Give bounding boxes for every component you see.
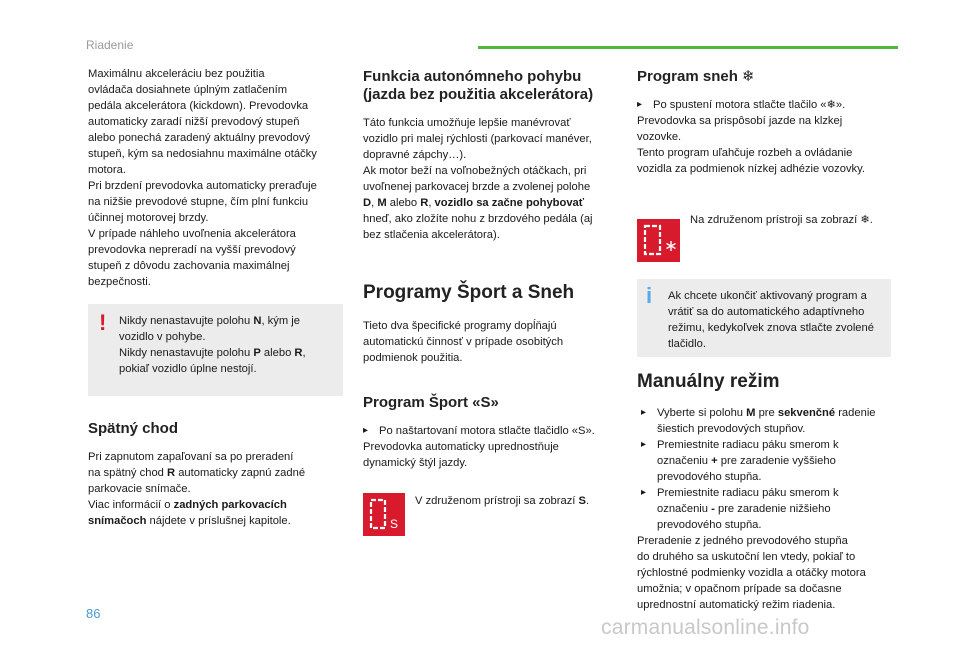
text-line: D, M alebo R, vozidlo sa začne pohybovať (363, 197, 585, 209)
bullet-item: ▸ Premiestnite radiacu páku smerom k označeniu - pre zaradenie nižšieho prevodového stupňa. (641, 487, 839, 531)
text-line: Pri brzdení prevodovka automaticky preraďuje (88, 180, 317, 192)
bullet-item: ▸ Po naštartovaní motora stlačte tlačidlo «S». (363, 425, 595, 437)
bullet-arrow-icon: ▸ (637, 99, 643, 110)
text-line: režimu, kedykoľvek znova stlačte zvolené (668, 322, 874, 334)
text-line: Nikdy nenastavujte polohu P alebo R, (119, 347, 306, 359)
text-line: účinnej motorovej brzdy. (88, 212, 209, 224)
text-line: Tento program uľahčuje rozbeh a ovládanie (637, 147, 853, 159)
column-right (637, 68, 894, 613)
text-line: ovládača dosiahnete úplným zatlačením (88, 84, 288, 96)
text-line: umožnia; v opačnom prípade sa dočasne (637, 583, 842, 595)
text-line: Táto funkcia umožňuje lepšie manévrovať (363, 117, 571, 129)
text-line: pedála akcelerátora (kickdown). Prevodovka (88, 100, 309, 112)
text-line: Prevodovka automaticky uprednostňuje (363, 441, 559, 453)
text-line: vozovke. (637, 131, 682, 143)
text-line: prevodovka nepreradí na vyšší prevodový (88, 244, 296, 256)
column-middle (363, 68, 615, 536)
snowflake-icon (667, 241, 676, 251)
text-line: Preradenie z jedného prevodového stupňa (637, 535, 848, 547)
snow-gear-glyph (637, 219, 680, 262)
text-line: Ak chcete ukončiť aktivovaný program a (668, 290, 867, 302)
snow-paragraph (637, 97, 894, 177)
text-line: dynamický štýl jazdy. (363, 457, 468, 469)
sport-display-icon (363, 493, 405, 536)
text-line: pokiaľ vozidlo úplne nestojí. (119, 363, 257, 375)
column-left (88, 66, 343, 529)
text-line: uvoľnenej parkovacej brzde a zvolenej polohe (363, 181, 591, 193)
snow-display-row (637, 212, 894, 262)
bullet-arrow-icon: ▸ (641, 439, 647, 450)
intro-paragraph (88, 66, 343, 290)
sport-display-text: V združenom prístroji sa zobrazí S. (415, 495, 590, 507)
svg-text:S: S (390, 517, 399, 531)
text-line: Prevodovka sa prispôsobí jazde na klzkej (637, 115, 843, 127)
sport-paragraph (363, 423, 615, 471)
info-box (637, 279, 891, 357)
text-line: bez stlačenia akcelerátora). (363, 229, 500, 241)
reverse-paragraph (88, 449, 343, 529)
programs-paragraph (363, 318, 615, 366)
text-line: do druhého sa uskutoční len vtedy, pokiaľ to (637, 551, 856, 563)
snow-display-icon (637, 219, 680, 262)
bullet-arrow-icon: ▸ (363, 425, 369, 436)
text-line: tlačidlo. (668, 338, 706, 350)
page-number: 86 (86, 606, 101, 621)
text-line: stupeň z dôvodu zachovania maximálnej (88, 260, 290, 272)
bullet-item: ▸ Premiestnite radiacu páku smerom k označeniu + pre zaradenie vyššieho prevodového stupňa. (641, 439, 839, 483)
text-line: bezpečnosti. (88, 276, 151, 288)
text-line: vozidlo pri malej rýchlosti (parkovací manéver, (363, 133, 592, 145)
section-accent-bar (478, 46, 898, 49)
text-line: uprednostní automatický režim riadenia. (637, 599, 836, 611)
manual-heading: Manuálny režim (637, 371, 780, 392)
info-icon: i (646, 283, 653, 308)
text-line: vozidlo v pohybe. (119, 331, 206, 343)
text-line: alebo ponechá zaradený aktuálny prevodový (88, 132, 311, 144)
bullet-arrow-icon: ▸ (641, 487, 647, 498)
bullet-item: ▸ Po spustení motora stlačte tlačilo «❄». (637, 99, 846, 111)
text-line: na nižšie prevodové stupne, čím plní funkciu (88, 196, 309, 208)
snow-heading: Program sneh ❄ (637, 68, 755, 85)
text-line: Nikdy nenastavujte polohu N, kým je (119, 315, 300, 327)
sport-heading: Program Šport «S» (363, 394, 499, 411)
text-line: na spätný chod R automaticky zapnú zadné (88, 467, 306, 479)
text-line: rýchlostné podmienky vozidla a otáčky motora (637, 567, 866, 579)
sport-display-row (363, 493, 615, 536)
text-line: hneď, ako zložíte nohu z brzdového pedála (aj (363, 213, 593, 225)
warning-icon: ! (99, 310, 107, 335)
sport-gear-glyph (363, 493, 405, 536)
text-line: stupeň, kým sa nedosiahnu maximálne otáčky (88, 148, 317, 160)
snow-display-text: Na združenom prístroji sa zobrazí ❄. (690, 214, 873, 226)
text-line: snímačoch nájdete v príslušnej kapitole. (88, 515, 291, 527)
text-line: automatickú činnosť v prípade osobitých (363, 336, 564, 348)
text-line: motora. (88, 164, 126, 176)
text-line: podmienok použitia. (363, 352, 463, 364)
watermark: carmanualsonline.info (601, 616, 810, 639)
text-line: Ak motor beží na voľnobežných otáčkach, pri (363, 165, 587, 177)
bullet-arrow-icon: ▸ (641, 407, 647, 418)
reverse-heading: Spätný chod (88, 420, 179, 437)
text-line: dopravné zápchy…). (363, 149, 467, 161)
text-line: Tieto dva špecifické programy dopĺňajú (363, 320, 557, 332)
warning-box (88, 304, 343, 396)
manual-list (637, 405, 894, 613)
text-line: Viac informácií o zadných parkovacích (88, 499, 287, 511)
text-line: vrátiť sa do automatického adaptívneho (668, 306, 865, 318)
section-label: Riadenie (86, 38, 134, 52)
text-line: automaticky zaradí nižší prevodový stupeň (88, 116, 300, 128)
programs-heading: Programy Šport a Sneh (363, 282, 575, 303)
text-line: V prípade náhleho uvoľnenia akcelerátora (88, 228, 296, 240)
bullet-item: ▸ Vyberte si polohu M pre sekvenčné radenie šiestich prevodových stupňov. (641, 407, 876, 435)
autonomous-heading: Funkcia autonómneho pohybu (jazda bez použitia akcelerátora) (363, 68, 594, 103)
manual-paragraph (637, 533, 894, 613)
text-line: parkovacie snímače. (88, 483, 191, 495)
text-line: vozidla za podmienok nízkej adhézie vozovky. (637, 163, 866, 175)
text-line: Maximálnu akceleráciu bez použitia (88, 68, 265, 80)
autonomous-paragraph (363, 115, 615, 243)
text-line: Pri zapnutom zapaľovaní sa po preradení (88, 451, 294, 463)
